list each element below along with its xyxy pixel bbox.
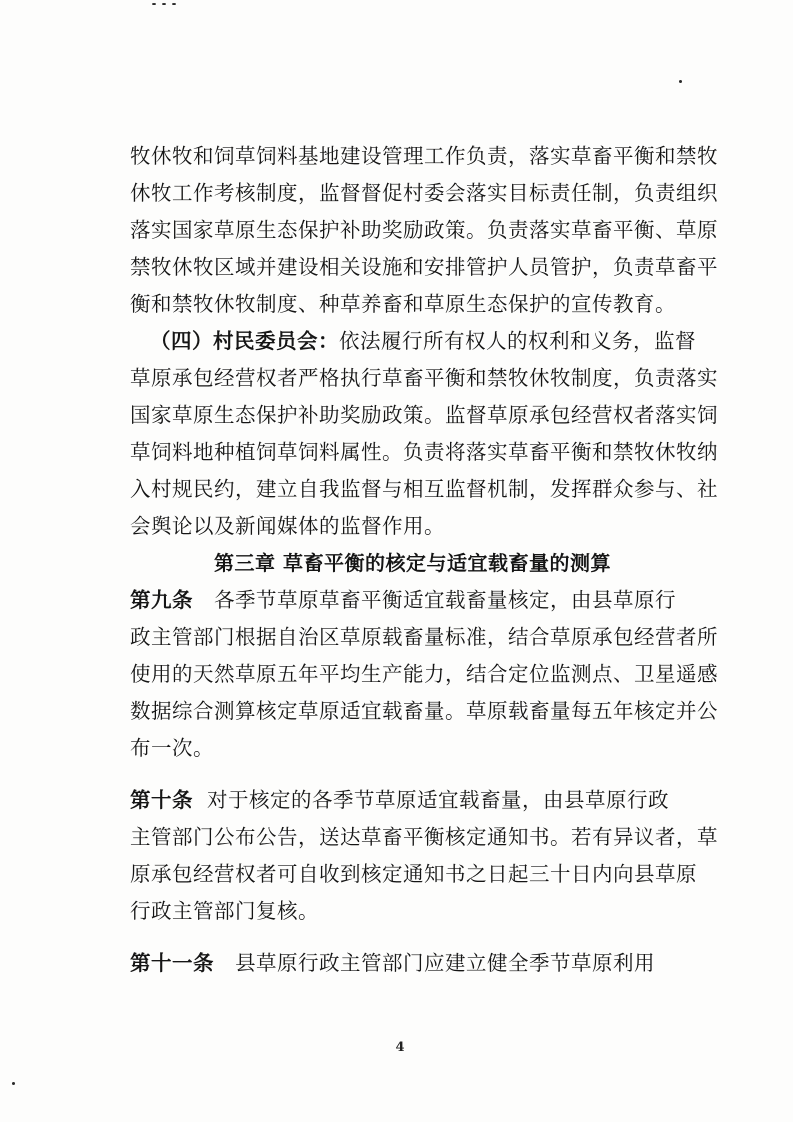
- paragraph-line: 入村规民约，建立自我监督与相互监督机制，发挥群众参与、社: [130, 477, 718, 501]
- article-11-first-line: [130, 945, 695, 982]
- chapter-heading: 第三章 草畜平衡的核定与适宜载畜量的测算: [214, 551, 611, 575]
- article-9-first-line: [130, 582, 695, 619]
- article-11-text: 县草原行政主管部门应建立健全季节草原利用: [235, 951, 656, 975]
- paragraph-line: 会舆论以及新闻媒体的监督作用。: [130, 514, 445, 538]
- paragraph-gap: [130, 767, 695, 782]
- body-text: [130, 138, 718, 982]
- paragraph-line: 使用的天然草原五年平均生产能力，结合定位监测点、卫星遥感: [130, 662, 718, 686]
- article-10-first-line: [130, 782, 695, 819]
- paragraph-line: 原承包经营权者可自收到核定通知书之日起三十日内向县草原: [130, 862, 697, 886]
- scan-speck-top: [172, 3, 176, 5]
- item-4-first-line: [130, 323, 695, 360]
- scan-speck-right: [679, 80, 682, 83]
- paragraph-line: 落实国家草原生态保护补助奖励政策。负责落实草畜平衡、草原: [130, 218, 718, 242]
- article-10-label: 第十条: [130, 788, 193, 812]
- page-number: 4: [395, 1040, 405, 1055]
- paragraph-line: 禁牧休牧区域并建设相关设施和安排管护人员管护，负责草畜平: [130, 255, 718, 279]
- article-10-text: 对于核定的各季节草原适宜载畜量，由县草原行政: [207, 788, 670, 812]
- paragraph-line: 草原承包经营权者严格执行草畜平衡和禁牧休牧制度，负责落实: [130, 366, 718, 390]
- paragraph-line: 政主管部门根据自治区草原载畜量标准，结合草原承包经营者所: [130, 625, 718, 649]
- paragraph-line: 休牧工作考核制度，监督督促村委会落实目标责任制，负责组织: [130, 181, 718, 205]
- scan-speck-left: [12, 1082, 15, 1085]
- scan-speck-top: [162, 3, 166, 5]
- article-9-label: 第九条: [130, 588, 193, 612]
- scan-speck-top: [152, 3, 156, 5]
- paragraph-line: 行政主管部门复核。: [130, 899, 319, 923]
- paragraph-line: 布一次。: [130, 736, 214, 760]
- paragraph-line: 主管部门公布公告，送达草畜平衡核定通知书。若有异议者，草: [130, 825, 718, 849]
- item-4-text: 依法履行所有权人的权利和义务，监督: [339, 329, 696, 353]
- paragraph-line: 牧休牧和饲草饲料基地建设管理工作负责，落实草畜平衡和禁牧: [130, 144, 718, 168]
- paragraph-gap: [130, 930, 695, 945]
- item-4-label: （四）村民委员会：: [150, 329, 339, 353]
- paragraph-line: 衡和禁牧休牧制度、种草养畜和草原生态保护的宣传教育。: [130, 292, 676, 316]
- paragraph-line: 国家草原生态保护补助奖励政策。监督草原承包经营权者落实饲: [130, 403, 718, 427]
- article-9-text: 各季节草原草畜平衡适宜载畜量核定，由县草原行: [214, 588, 677, 612]
- article-11-label: 第十一条: [130, 951, 214, 975]
- paragraph-line: 草饲料地种植饲草饲料属性。负责将落实草畜平衡和禁牧休牧纳: [130, 440, 718, 464]
- paragraph-line: 数据综合测算核定草原适宜载畜量。草原载畜量每五年核定并公: [130, 699, 718, 723]
